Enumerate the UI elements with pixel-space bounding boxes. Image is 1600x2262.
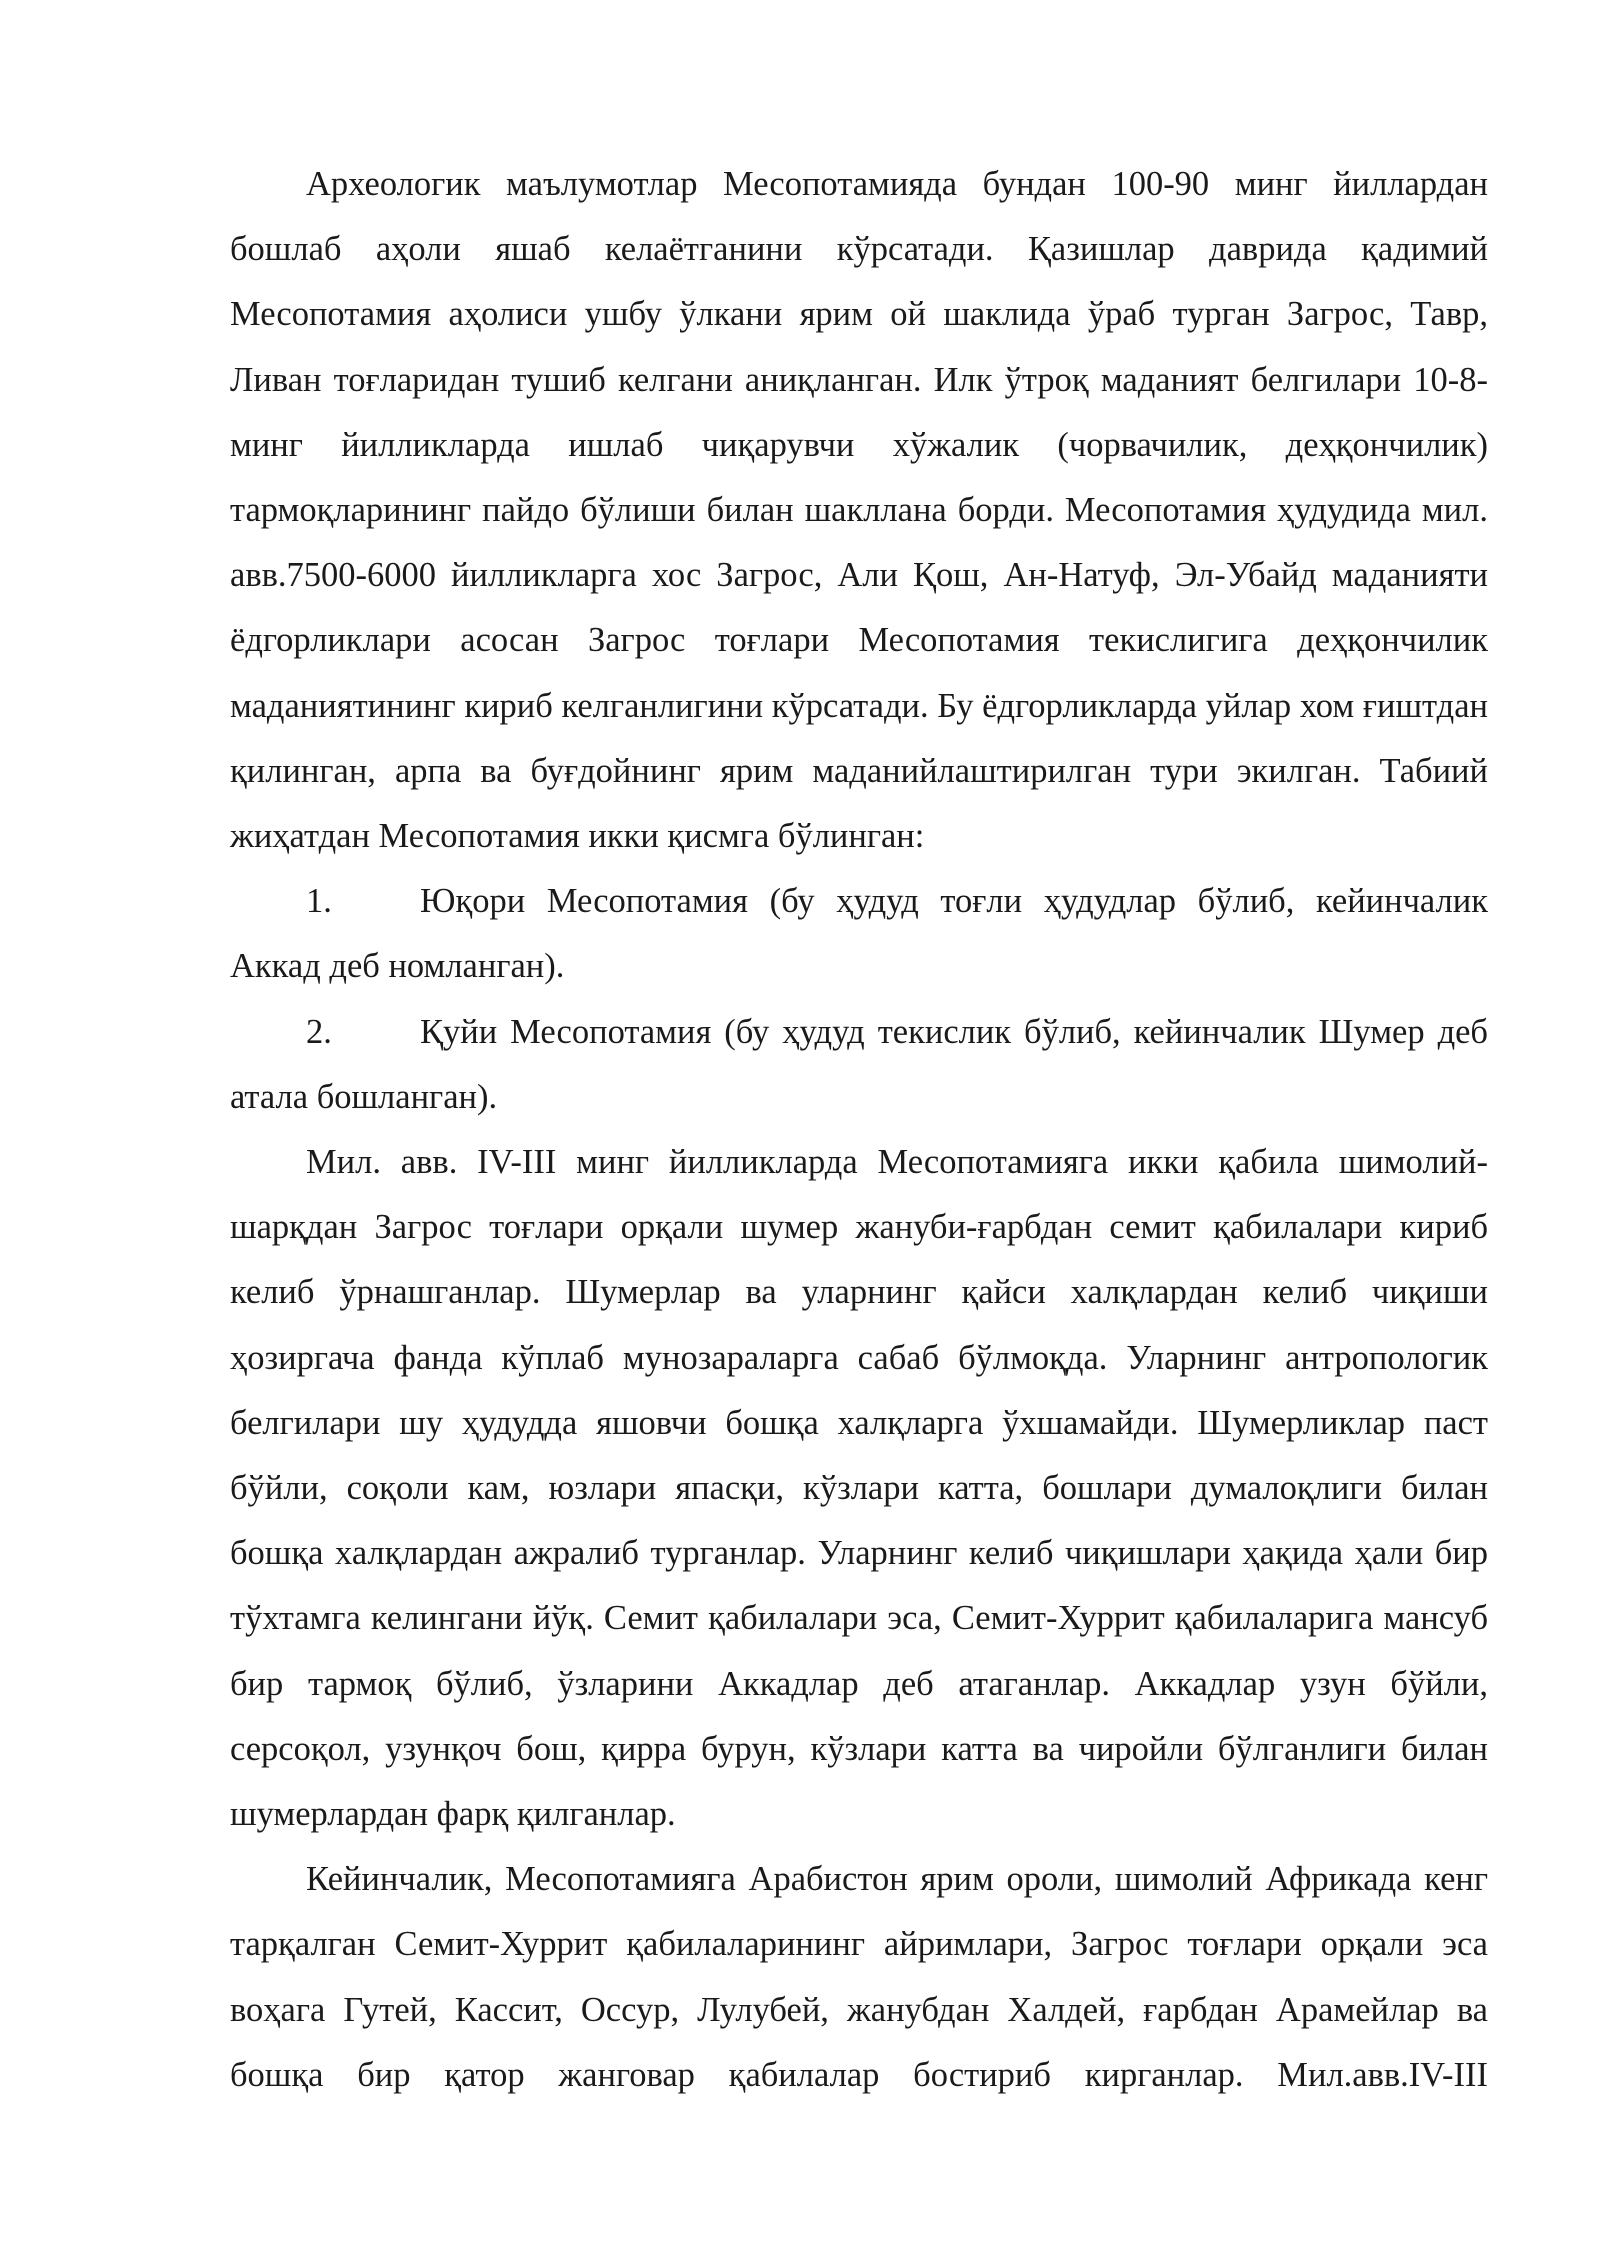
list-number: 2.: [306, 1012, 332, 1051]
list-item-upper-mesopotamia: [230, 869, 1488, 999]
paragraph-intro: Археологик маълумотлар Месопотамияда бундан 100-90 минг йиллардан бошлаб аҳоли яшаб келаётганини кўрсатади. Қазишлар даврида қадимий Месопотамия аҳолиси ушбу ўлкани ярим ой шаклида ўраб турган Загрос, Тавр, Ливан тоғларидан тушиб келгани аниқланган. Илк ўтроқ маданият белгилари 10-8-минг йилликларда ишлаб чиқарувчи хўжалик (чорвачилик, деҳқончилик) тармоқларининг пайдо бўлиши билан шакллана борди. Месопотамия ҳудудида мил. авв.7500-6000 йилликларга хос Загрос, Али Қош, Ан-Натуф, Эл-Убайд маданияти ёдгорликлари асосан Загрос тоғлари Месопотамия текислигига деҳқончилик маданиятининг кириб келганлигини кўрсатади. Бу ёдгорликларда уйлар хом ғиштдан қилинган, арпа ва буғдойнинг ярим маданийлаштирилган тури экилган. Табиий жиҳатдан Месопотамия икки қисмга бўлинган:: [230, 165, 1488, 856]
text-column: [230, 152, 1488, 2108]
list-item-lower-mesopotamia: [230, 1000, 1488, 1130]
list-number: 1.: [306, 882, 332, 921]
paragraph-later-tribes: Кейинчалик, Месопотамияга Арабистон ярим ороли, шимолий Африкада кенг тарқалган Семит-Хуррит қабилаларининг айримлари, Загрос тоғлари орқали эса воҳага Гутей, Кассит, Оссур, Лулубей, жанубдан Халдей, ғарбдан Арамейлар ва бошқа бир қатор жанговар қабилалар бостириб кирганлар. Мил.авв.IV-III: [230, 1860, 1488, 2094]
list-item-text: Қуйи Месопотамия (бу ҳудуд текислик бўлиб, кейинчалик Шумер деб атала бошланган).: [230, 1012, 1488, 1116]
list-item-text: Юқори Месопотамия (бу ҳудуд тоғли ҳудудлар бўлиб, кейинчалик Аккад деб номланган).: [230, 882, 1488, 986]
paragraph-sumerians-semites: Мил. авв. IV-III минг йилликларда Месопотамияга икки қабила шимолий-шарқдан Загрос тоғлари орқали шумер жануби-ғарбдан семит қабилалари кириб келиб ўрнашганлар. Шумерлар ва уларнинг қайси халқлардан келиб чиқиши ҳозиргача фанда кўплаб мунозараларга сабаб бўлмоқда. Уларнинг антропологик белгилари шу ҳудудда яшовчи бошқа халқларга ўхшамайди. Шумерликлар паст бўйли, соқоли кам, юзлари япасқи, кўзлари катта, бошлари думалоқлиги билан бошқа халқлардан ажралиб турганлар. Уларнинг келиб чиқишлари ҳақида ҳали бир тўхтамга келингани йўқ. Семит қабилалари эса, Семит-Хуррит қабилаларига мансуб бир тармоқ бўлиб, ўзларини Аккадлар деб атаганлар. Аккадлар узун бўйли, серсоқол, узунқоч бош, қирра бурун, кўзлари катта ва чиройли бўлганлиги билан шумерлардан фарқ қилганлар.: [230, 1143, 1488, 1834]
